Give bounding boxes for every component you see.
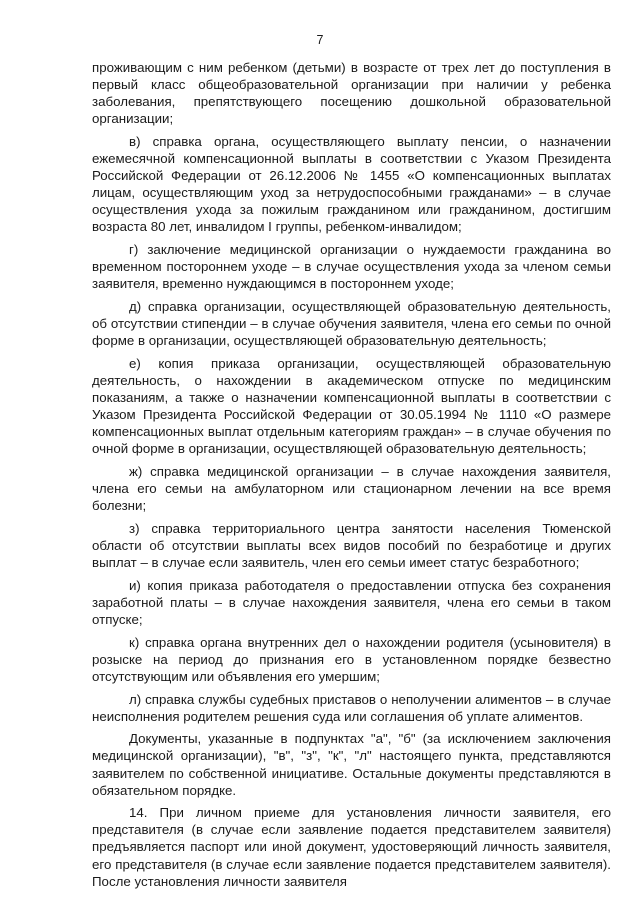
paragraph-item-v: в) справка органа, осуществляющего выплату пенсии, о назначении ежемесячной компенсационной выплаты в соответствии с Указом Президента Российской Федерации от 26.12.2006 № 1455 «О компенсационных выплатах лицам, осуществляющим уход за нетрудоспособными гражданами» – в случае осуществления ухода за пожилым гражданином или гражданином, достигшим возраста 80 лет, инвалидом I группы, ребенком-инвалидом; xyxy=(92,133,611,235)
paragraph-item-e: е) копия приказа организации, осуществляющей образовательную деятельность, о нахождении в академическом отпуске по медицинским показаниям, а также о назначении компенсационной выплаты в соответствии с Указом Президента Российской Федерации от 30.05.1994 № 1110 «О размере компенсационных выплат отдельным категориям граждан» – в случае обучения по очной форме в организации, осуществляющей образовательную деятельность; xyxy=(92,355,611,457)
paragraph-item-i: и) копия приказа работодателя о предоставлении отпуска без сохранения заработной платы – в случае нахождения заявителя, члена его семьи в таком отпуске; xyxy=(92,577,611,627)
paragraph-item-z: з) справка территориального центра занятости населения Тюменской области об отсутствии выплаты всех видов пособий по безработице и других выплат – в случае если заявитель, член его семьи имеет статус безработного; xyxy=(92,520,611,571)
paragraph-section-14: 14. При личном приеме для установления личности заявителя, его представителя (в случае если заявление подается представителем заявителя) предъявляется паспорт или иной документ, удостоверяющий личность заявителя, его представителя (в случае если заявление подается представителем заявителя). После установления личности заявителя xyxy=(92,805,611,889)
paragraph-item-k: к) справка органа внутренних дел о нахождении родителя (усыновителя) в розыске на период до признания его в установленном порядке безвестно отсутствующим или объявления его умершим; xyxy=(92,634,611,684)
page-number: 7 xyxy=(316,33,324,47)
paragraph-item-g: г) заключение медицинской организации о нуждаемости гражданина во временном постороннем уходе – в случае осуществления ухода за членом семьи заявителя, временно нуждающимся в постороннем уходе; xyxy=(92,242,611,292)
paragraph-documents-note: Документы, указанные в подпунктах "а", "б" (за исключением заключения медицинской организации), "в", "з", "к", "л" настоящего пункта, представляются заявителем по собственной инициативе. Остальные документы представляются в обязательном порядке. xyxy=(92,731,611,798)
paragraph-item-l: л) справка службы судебных приставов о неполучении алиментов – в случае неисполнения родителем решения суда или соглашения об уплате алиментов. xyxy=(92,691,611,724)
paragraph-item-zh: ж) справка медицинской организации – в случае нахождения заявителя, члена его семьи на амбулаторном или стационарном лечении на все время болезни; xyxy=(92,464,611,514)
paragraph-continuation: проживающим с ним ребенком (детьми) в возрасте от трех лет до поступления в первый класс общеобразовательной организации при наличии у ребенка заболевания, препятствующего посещению дошкольной образовательной организации; xyxy=(92,60,611,127)
paragraph-item-d: д) справка организации, осуществляющей образовательную деятельность, об отсутствии стипендии – в случае обучения заявителя, члена его семьи по очной форме в организации, осуществляющей образовательную деятельность; xyxy=(92,299,611,349)
document-body xyxy=(92,59,611,890)
